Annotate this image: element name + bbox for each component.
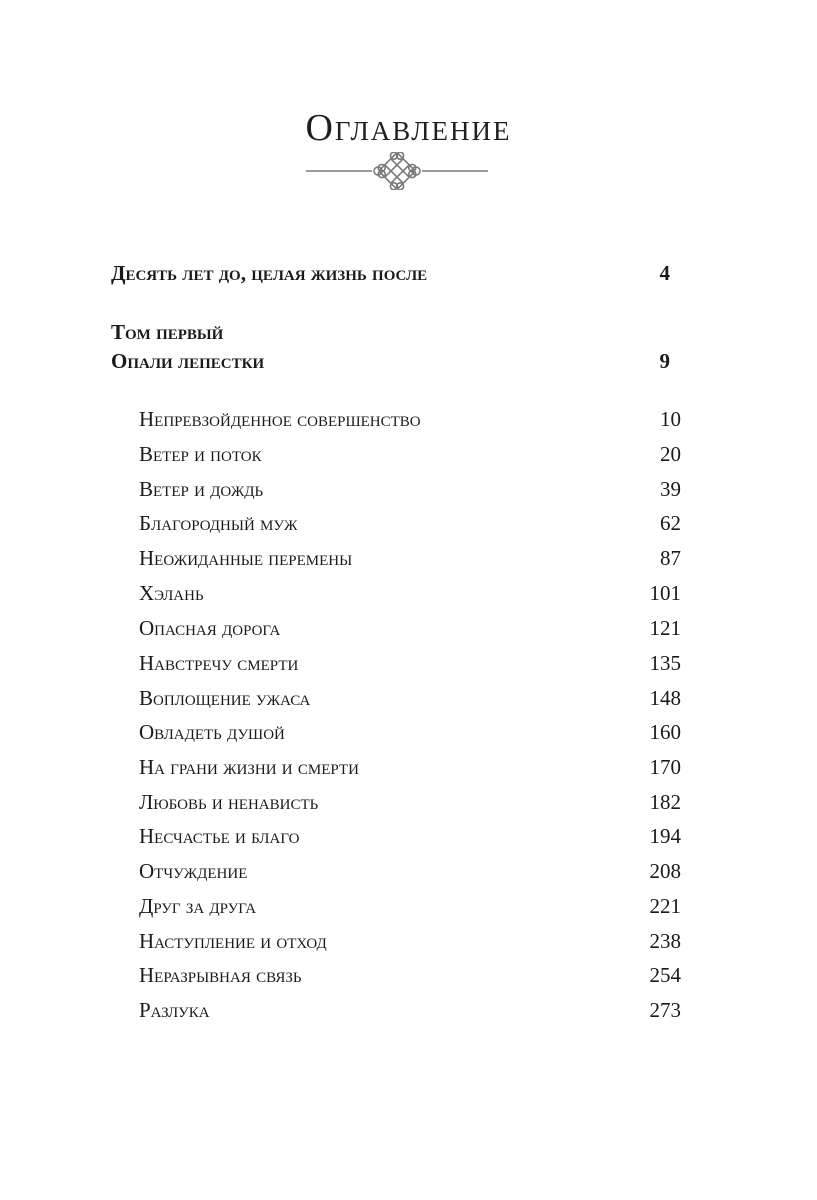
chapter-page: 254 (649, 963, 681, 987)
chapter-page: 121 (649, 616, 681, 640)
toc-chapter-entry[interactable] (139, 508, 681, 538)
chapter-title: Наступление и отход (139, 929, 327, 953)
toc-chapter-entry[interactable] (139, 404, 681, 434)
chapter-page: 182 (649, 790, 681, 814)
chapter-title: Неразрывная связь (139, 963, 302, 987)
chapter-title: Неожиданные перемены (139, 546, 353, 570)
toc-chapter-entry[interactable] (139, 578, 681, 608)
toc-chapter-entry[interactable] (139, 752, 681, 782)
chapter-title: Любовь и ненависть (139, 790, 319, 814)
toc-chapter-entry[interactable] (139, 787, 681, 817)
page-title: Оглавление (305, 107, 512, 149)
toc-chapter-entry[interactable] (139, 926, 681, 956)
chapter-page: 135 (649, 651, 681, 675)
toc-chapter-entry[interactable] (139, 648, 681, 678)
toc-chapter-entry[interactable] (139, 891, 681, 921)
toc-chapter-entry[interactable] (139, 856, 681, 886)
chapter-title: Хэлань (139, 581, 204, 605)
toc-entry-volume-subtitle[interactable] (111, 346, 670, 376)
chapter-title: Отчуждение (139, 859, 248, 883)
toc-chapter-entry[interactable] (139, 821, 681, 851)
toc-chapter-entry[interactable] (139, 683, 681, 713)
chapter-page: 101 (649, 581, 681, 605)
chapter-title: Ветер и дождь (139, 477, 264, 501)
chapter-page: 10 (660, 407, 681, 431)
chapter-title: Овладеть душой (139, 720, 285, 744)
toc-chapter-entry[interactable] (139, 543, 681, 573)
chapter-title: Непревзойденное совершенство (139, 407, 421, 431)
volume-subtitle: Опали лепестки (111, 349, 265, 373)
chapter-page: 238 (649, 929, 681, 953)
chapter-title: Опасная дорога (139, 616, 281, 640)
toc-chapter-entry[interactable] (139, 995, 681, 1025)
toc-entry-page: 9 (659, 349, 670, 373)
chapter-page: 170 (649, 755, 681, 779)
chapter-title: На грани жизни и смерти (139, 755, 359, 779)
volume-heading-row (111, 317, 670, 347)
chapter-title: Навстречу смерти (139, 651, 299, 675)
chapter-page: 208 (649, 859, 681, 883)
toc-entry-prologue[interactable] (111, 258, 670, 288)
volume-heading: Том первый (111, 320, 224, 344)
chapter-page: 148 (649, 686, 681, 710)
chapter-title: Благородный муж (139, 511, 298, 535)
knot-ornament-icon (306, 152, 488, 190)
toc-chapter-entry[interactable] (139, 439, 681, 469)
chapter-page: 273 (649, 998, 681, 1022)
toc-chapter-entry[interactable] (139, 717, 681, 747)
chapter-title: Воплощение ужаса (139, 686, 311, 710)
toc-chapter-entry[interactable] (139, 613, 681, 643)
chapter-title: Несчастье и благо (139, 824, 300, 848)
chapter-title: Друг за друга (139, 894, 257, 918)
chapter-page: 62 (660, 511, 681, 535)
chapter-title: Разлука (139, 998, 210, 1022)
chapter-page: 20 (660, 442, 681, 466)
toc-entry-page: 4 (659, 261, 670, 285)
chapter-page: 87 (660, 546, 681, 570)
chapter-page: 160 (649, 720, 681, 744)
toc-entry-label: Десять лет до, целая жизнь после (111, 261, 428, 285)
chapter-page: 39 (660, 477, 681, 501)
chapter-title: Ветер и поток (139, 442, 262, 466)
chapter-page: 194 (649, 824, 681, 848)
toc-chapter-entry[interactable] (139, 960, 681, 990)
chapter-page: 221 (649, 894, 681, 918)
toc-chapter-entry[interactable] (139, 474, 681, 504)
